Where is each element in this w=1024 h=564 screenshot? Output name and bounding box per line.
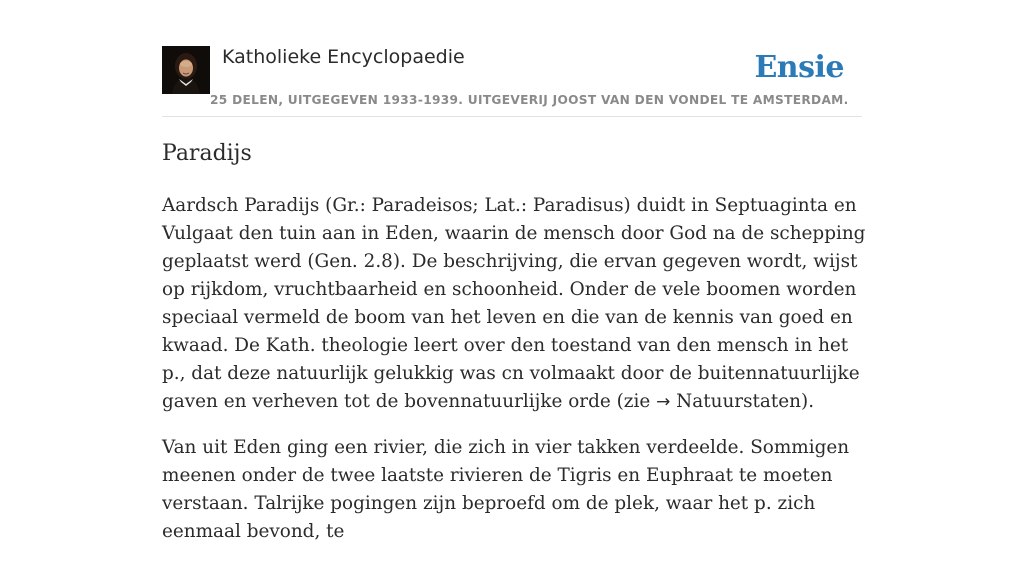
entry-title: Paradijs [162, 141, 252, 166]
paragraph-1-end: ). [801, 391, 815, 412]
article-body [162, 192, 866, 564]
paragraph-2: Van uit Eden ging een rivier, die zich in vier takken verdeelde. Sommigen meenen onder de twee laatste rivieren de Tigris en Euphraat te moeten verstaan. Talrijke pogingen zijn beproefd om de plek, waar het p. zich eenmaal bevond, te [162, 437, 850, 542]
ensie-logo[interactable]: Ensie [754, 50, 844, 85]
source-header [162, 46, 862, 117]
paragraph-1 [162, 192, 866, 416]
avatar[interactable] [162, 46, 210, 94]
paragraph-1-text: Aardsch Paradijs (Gr.: Paradeisos; Lat.: Paradisus) duidt in Septuaginta en Vulgaat den tuin aan in Eden, waarin de mensch door God na de schepping geplaatst werd (Gen. 2.8). De beschrijving, die ervan gegeven wordt, wijst op rijkdom, vruchtbaarheid en schoonheid. Onder de vele boomen worden speciaal vermeld de boom van het leven en die van de kennis van goed en kwaad. De Kath. theologie leert over den toestand van den mensch in het p., dat deze natuurlijk gelukkig was cn volmaakt door de buitennatuurlijke gaven en verheven tot de bovennatuurlijke orde (zie [162, 195, 866, 412]
source-subtitle: 25 DELEN, UITGEGEVEN 1933-1939. UITGEVERIJ JOOST VAN DEN VONDEL TE AMSTERDAM. [210, 93, 849, 107]
portrait-avatar-icon [162, 46, 210, 94]
natuurstaten-link[interactable]: Natuurstaten [676, 391, 802, 412]
source-title[interactable]: Katholieke Encyclopaedie [222, 46, 465, 68]
arrow-right-icon: → [656, 392, 671, 412]
